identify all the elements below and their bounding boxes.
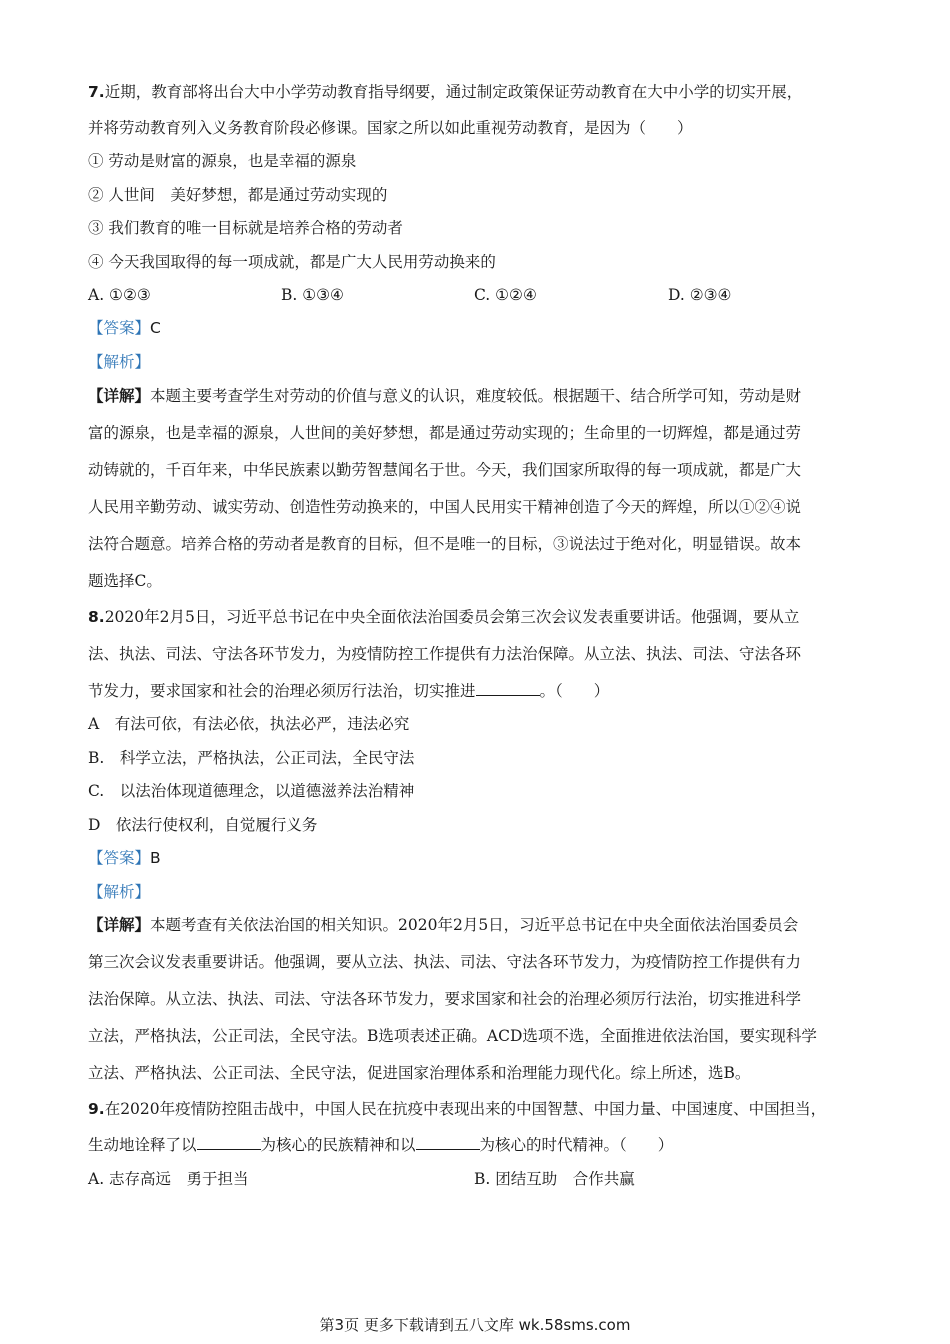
q7-item-1: ① 劳动是财富的源泉，也是幸福的源泉 xyxy=(88,152,357,170)
q7-option-c: C. ①②④ xyxy=(474,286,537,304)
q8-option-c: C. 以法治体现道德理念，以道德滋养法治精神 xyxy=(88,782,415,800)
q7-stem-line-2: 并将劳动教育列入义务教育阶段必修课。国家之所以如此重视劳动教育，是因为（ ） xyxy=(88,119,693,137)
q8-stem-line-3: 节发力，要求国家和社会的治理必须厉行法治，切实推进 。（ ） xyxy=(88,682,610,700)
q7-detail-line-1: 【详解】本题主要考查学生对劳动的价值与意义的认识，难度较低。根据题干、结合所学可知，劳动是财 xyxy=(88,386,802,405)
q7-detail-line-5: 法符合题意。培养合格的劳动者是教育的目标，但不是唯一的目标，③说法过于绝对化，明显错误。故本 xyxy=(88,535,802,553)
q8-option-a: A 有法可依，有法必依，执法必严，违法必究 xyxy=(88,715,410,733)
fill-blank xyxy=(197,1135,261,1150)
q9-number: 9. xyxy=(88,1100,105,1118)
q8-analysis-heading: 【解析】 xyxy=(88,883,151,901)
q8-detail-line-4: 立法，严格执法，公正司法，全民守法。B选项表述正确。ACD选项不选，全面推进依法治国，要实现科学 xyxy=(88,1027,817,1045)
q9-option-a: A. 志存高远 勇于担当 xyxy=(88,1170,249,1188)
q7-item-2: ② 人世间 美好梦想，都是通过劳动实现的 xyxy=(88,186,388,204)
q8-detail-line-2: 第三次会议发表重要讲话。他强调，要从立法、执法、司法、守法各环节发力，为疫情防控工作提供有力 xyxy=(88,953,802,971)
q7-option-b: B. ①③④ xyxy=(281,286,344,304)
q8-stem-line-2: 法、执法、司法、守法各环节发力，为疫情防控工作提供有力法治保障。从立法、执法、司法、守法各环 xyxy=(88,645,802,663)
q7-item-4: ④ 今天我国取得的每一项成就，都是广大人民用劳动换来的 xyxy=(88,253,496,271)
q8-option-d: D 依法行使权利，自觉履行义务 xyxy=(88,816,318,834)
q7-detail-line-6: 题选择C。 xyxy=(88,572,162,590)
q7-item-3: ③ 我们教育的唯一目标就是培养合格的劳动者 xyxy=(88,219,403,237)
q8-answer: 【答案】B xyxy=(88,849,161,867)
q8-detail-line-3: 法治保障。从立法、执法、司法、守法各环节发力，要求国家和社会的治理必须厉行法治，切实推进科学 xyxy=(88,990,802,1008)
q7-analysis-heading: 【解析】 xyxy=(88,353,151,371)
q7-stem-line-1: 7.近期，教育部将出台大中小学劳动教育指导纲要，通过制定政策保证劳动教育在大中小学的切实开展， xyxy=(88,83,803,101)
q7-number: 7. xyxy=(88,83,105,101)
q7-detail-line-3: 动铸就的，千百年来，中华民族素以勤劳智慧闻名于世。今天，我们国家所取得的每一项成就，都是广大 xyxy=(88,461,802,479)
q8-number: 8. xyxy=(88,608,105,626)
fill-blank xyxy=(476,681,540,696)
q8-detail-line-5: 立法、严格执法、公正司法、全民守法，促进国家治理体系和治理能力现代化。综上所述，选B。 xyxy=(88,1064,751,1082)
q8-detail-line-1: 【详解】本题考查有关依法治国的相关知识。2020年2月5日，习近平总书记在中央全面依法治国委员会 xyxy=(88,915,799,934)
q7-detail-line-4: 人民用辛勤劳动、诚实劳动、创造性劳动换来的，中国人民用实干精神创造了今天的辉煌，所以①②④说 xyxy=(88,498,802,516)
q7-option-d: D. ②③④ xyxy=(668,286,732,304)
q8-stem-line-1: 8.2020年2月5日，习近平总书记在中央全面依法治国委员会第三次会议发表重要讲话。他强调，要从立 xyxy=(88,608,800,626)
q8-option-b: B. 科学立法，严格执法，公正司法，全民守法 xyxy=(88,749,415,767)
q9-stem-line-2: 生动地诠释了以 为核心的民族精神和以 为核心的时代精神。（ ） xyxy=(88,1136,674,1154)
fill-blank xyxy=(416,1135,480,1150)
page-footer: 第3页 更多下载请到五八文库 wk.58sms.com xyxy=(319,1316,631,1334)
q9-stem-line-1: 9.在2020年疫情防控阻击战中，中国人民在抗疫中表现出来的中国智慧、中国力量、中国速度、中国担当， xyxy=(88,1100,827,1118)
q7-option-a: A. ①②③ xyxy=(88,286,151,304)
q7-answer: 【答案】C xyxy=(88,319,161,337)
q7-detail-line-2: 富的源泉，也是幸福的源泉，人世间的美好梦想，都是通过劳动实现的；生命里的一切辉煌，都是通过劳 xyxy=(88,424,802,442)
q9-option-b: B. 团结互助 合作共赢 xyxy=(474,1170,635,1188)
